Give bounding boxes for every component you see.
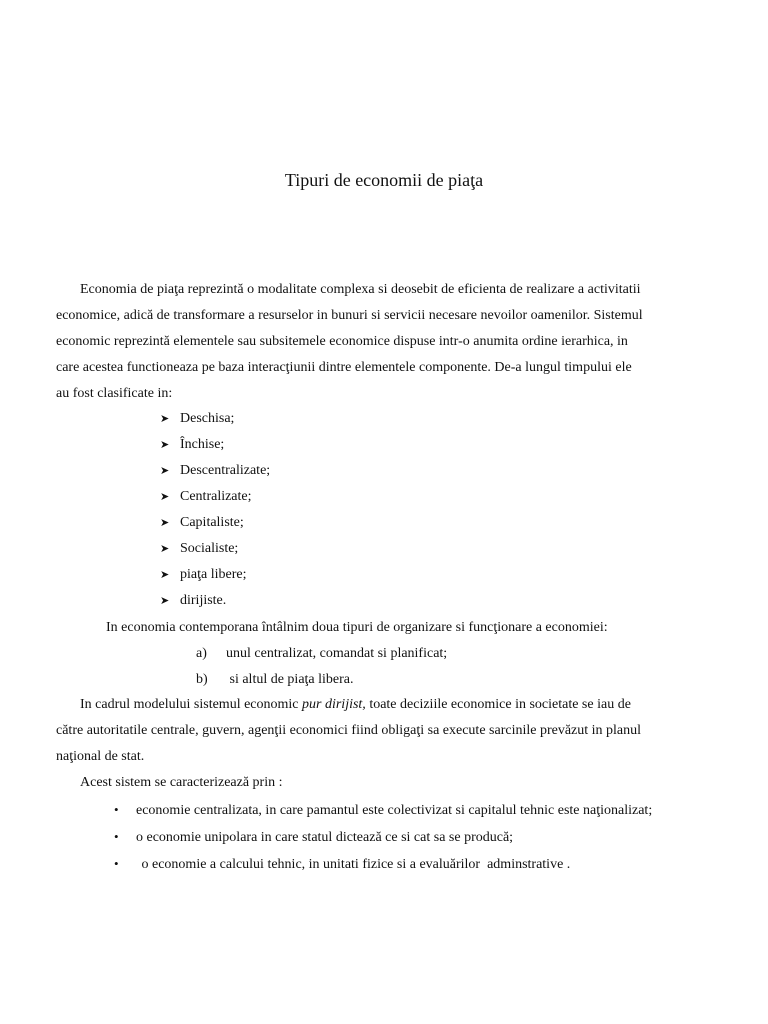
- list-item: [196, 645, 447, 663]
- list-marker: b): [196, 672, 208, 687]
- list-item: [160, 592, 226, 610]
- paragraph-line: economic reprezintă elementele sau subsitemele economice dispuse intr-o anumita ordine ierarhica, in: [56, 334, 628, 349]
- emphasis-text: pur dirijist,: [302, 697, 366, 712]
- list-item-text: unul centralizat, comandat si planificat;: [226, 646, 448, 661]
- bullet-icon: •: [114, 856, 119, 871]
- paragraph-line: au fost clasificate in:: [56, 386, 173, 401]
- paragraph-line: Economia de piaţa reprezintă o modalitate complexa si deosebit de eficienta de realizare a activitatii: [80, 282, 641, 297]
- list-item: [160, 540, 238, 558]
- arrow-bullet-icon: ➤: [160, 491, 170, 503]
- list-item-text: Închise;: [180, 437, 225, 452]
- paragraph-line: care acestea functioneaza pe baza interacţiunii dintre elementele componente. De-a lungul timpului ele: [56, 360, 632, 375]
- list-item-text: economie centralizata, in care pamantul este colectivizat si capitalul tehnic este naţionalizat;: [136, 803, 653, 818]
- list-item-text: Descentralizate;: [180, 463, 271, 478]
- list-item-text: si altul de piaţa libera.: [226, 672, 354, 687]
- list-item-text: piaţa libere;: [180, 567, 247, 582]
- list-item-text: Socialiste;: [180, 541, 239, 556]
- arrow-bullet-icon: ➤: [160, 439, 170, 451]
- document-title: Tipuri de economii de piaţa: [284, 170, 484, 190]
- paragraph-text: toate deciziile economice in societate se iau de: [365, 697, 631, 712]
- list-item: [160, 436, 224, 454]
- list-item-text: o economie a calcului tehnic, in unitati fizice si a evaluărilor adminstrative .: [138, 857, 571, 872]
- arrow-bullet-icon: ➤: [160, 569, 170, 581]
- paragraph-line: In economia contemporana întâlnim doua tipuri de organizare si funcţionare a economiei:: [106, 620, 608, 635]
- list-item-text: Deschisa;: [180, 411, 235, 426]
- paragraph-line: către autoritatile centrale, guvern, agenţii economici fiind obligaţi sa execute sarcinile prevăzut in planul: [56, 723, 642, 738]
- list-item-text: Centralizate;: [180, 489, 252, 504]
- paragraph-line: Acest sistem se caracterizează prin :: [80, 775, 283, 790]
- list-item: [160, 410, 234, 428]
- list-item: [160, 462, 270, 480]
- paragraph-line: [80, 696, 631, 714]
- list-marker: a): [196, 646, 207, 661]
- list-item: [160, 488, 252, 506]
- list-item: [160, 514, 244, 532]
- paragraph-text: In cadrul modelului sistemul economic: [80, 697, 303, 712]
- list-item: [114, 855, 570, 874]
- list-item: [114, 801, 652, 820]
- bullet-icon: •: [114, 829, 119, 844]
- arrow-bullet-icon: ➤: [160, 517, 170, 529]
- paragraph-line: economice, adică de transformare a resurselor in bunuri si servicii necesare nevoilor oamenilor. Sistemul: [56, 308, 643, 323]
- list-item: [196, 671, 354, 689]
- list-item-text: o economie unipolara in care statul dictează ce si cat sa se producă;: [136, 830, 514, 845]
- list-item: [114, 828, 513, 847]
- arrow-bullet-icon: ➤: [160, 413, 170, 425]
- bullet-icon: •: [114, 802, 119, 817]
- paragraph-line: naţional de stat.: [56, 749, 145, 764]
- list-item-text: Capitaliste;: [180, 515, 244, 530]
- list-item-text: dirijiste.: [180, 593, 227, 608]
- list-item: [160, 566, 246, 584]
- arrow-bullet-icon: ➤: [160, 465, 170, 477]
- arrow-bullet-icon: ➤: [160, 595, 170, 607]
- arrow-bullet-icon: ➤: [160, 543, 170, 555]
